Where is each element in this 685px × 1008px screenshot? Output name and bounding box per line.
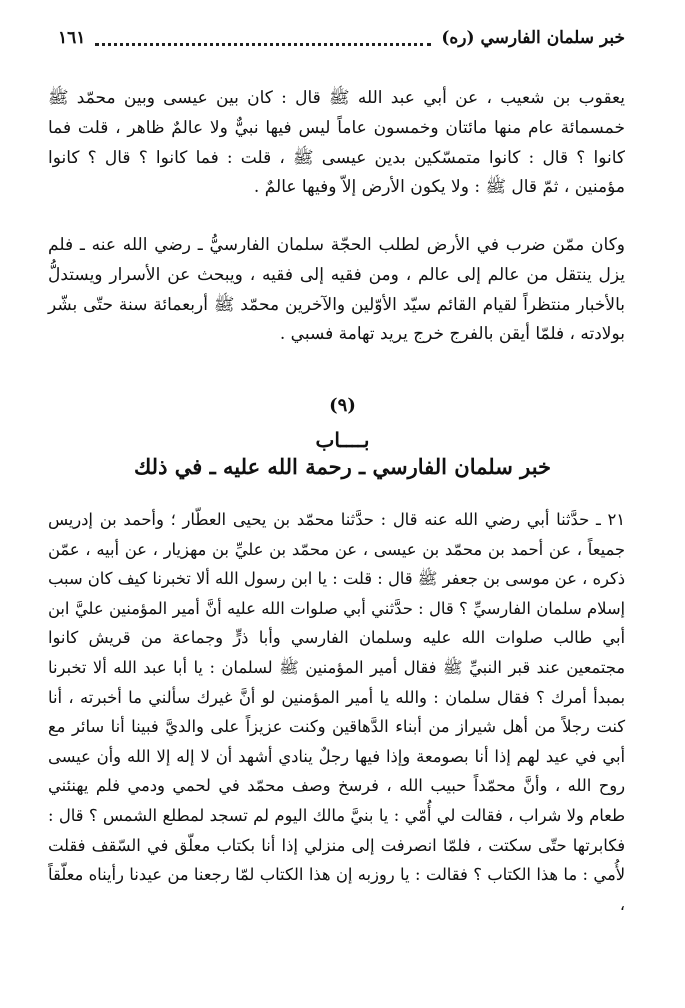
running-header — [58, 26, 625, 50]
page-number: ١٦١ — [58, 28, 86, 48]
paragraph-1-text: يعقوب بن شعيب ، عن أبي عبد الله ﷺ قال : كان بين عيسى وبين محمّد ﷺ خمسمائة عام منها مائتان وخمسون عاماً ليس فيها نبيٌّ ولا عالمٌ ظاهر ، قلت فما كانوا ؟ قال : كانوا متمسّكين بدين عيسى ﷺ ، قلت : فما كانوا ؟ قال ؟ كانوا مؤمنين ، ثمّ قال ﷺ : ولا يكون الأرض إلاّ وفيها عالمٌ . — [48, 88, 625, 198]
paragraph-3-text: ٢١ ـ حدَّثنا أبي رضي الله عنه قال : حدَّثنا محمّد بن يحيى العطّار ؛ وأحمد بن إدريس جميعاً ، عن أحمد بن محمّد بن عيسى ، عن محمّد بن عليِّ بن مهزيار ، عن أبيه ، عمّن ذكره ، عن موسى بن جعفر ﷺ قال : قلت : يا ابن رسول الله ألا تخبرنا كيف كان سبب إسلام سلمان الفارسيِّ ؟ قال : حدَّثني أبي صلوات الله عليه أنَّ أمير المؤمنين عليَّ ابن أبي طالب صلوات الله عليه وسلمان الفارسي وأبا ذرٍّ وجماعة من قريش كانوا مجتمعين عند قبر النبيِّ ﷺ فقال أمير المؤمنين ﷺ لسلمان : يا أبا عبد الله ألا تخبرنا بمبدأ أمرك ؟ فقال سلمان : والله يا أمير المؤمنين لو أنَّ غيرك سألني ما أخبرته ، أنا كنت رجلاً من أهل شيراز من أبناء الدَّهاقين وكنت عزيزاً على والديَّ فبينا أنا سائر مع أبي في عيد لهم إذا أنا بصومعة وإذا فيها رجلٌ ينادي أشهد أن لا إله إلا الله وأن عيسى روح الله ، وأنَّ محمّداً حبيب الله ، فرسخ وصف محمّد في لحمي ودمي فلم يهنئني طعام ولا شراب ، فقالت لي أُمّي : يا بنيَّ مالك اليوم لم تسجد لمطلع الشمس ؟ قال : فكابرتها حتّى سكتت ، فلمّا انصرفت إلى منزلي إذا أنا بكتاب معلّق في السّقف فقلت لأُمي : ما هذا الكتاب ؟ فقالت : يا روزبه إن هذا الكتاب لمّا رجعنا من عيدنا رأيناه معلّقاً ، — [48, 510, 625, 914]
header-title: خبر سلمان الفارسي (ره) — [441, 28, 625, 48]
section-number: (٩) — [329, 395, 356, 416]
chapter-heading: خبر سلمان الفارسي ـ رحمة الله عليه ـ في ذلك — [133, 454, 552, 479]
paragraph-2 — [48, 231, 625, 350]
paragraph-3 — [48, 505, 625, 919]
paragraph-1 — [48, 84, 625, 203]
header-dot-leader — [95, 31, 431, 46]
paragraph-2-text: وكان ممّن ضرب في الأرض لطلب الحجّة سلمان الفارسيُّ ـ رضي الله عنه ـ فلم يزل ينتقل من عالم إلى عالم ، ومن فقيه إلى فقيه ، ويبحث عن الأسرار ويستدلُّ بالأخبار منتظراً لقيام القائم سيّد الأوّلين والآخرين محمّد ﷺ أربعمائة سنة حتّى بشّر بولادته ، فلمّا أيقن بالفرج خرج يريد تهامة فسبي . — [48, 235, 625, 345]
chapter-label: بــــاب — [315, 428, 370, 452]
